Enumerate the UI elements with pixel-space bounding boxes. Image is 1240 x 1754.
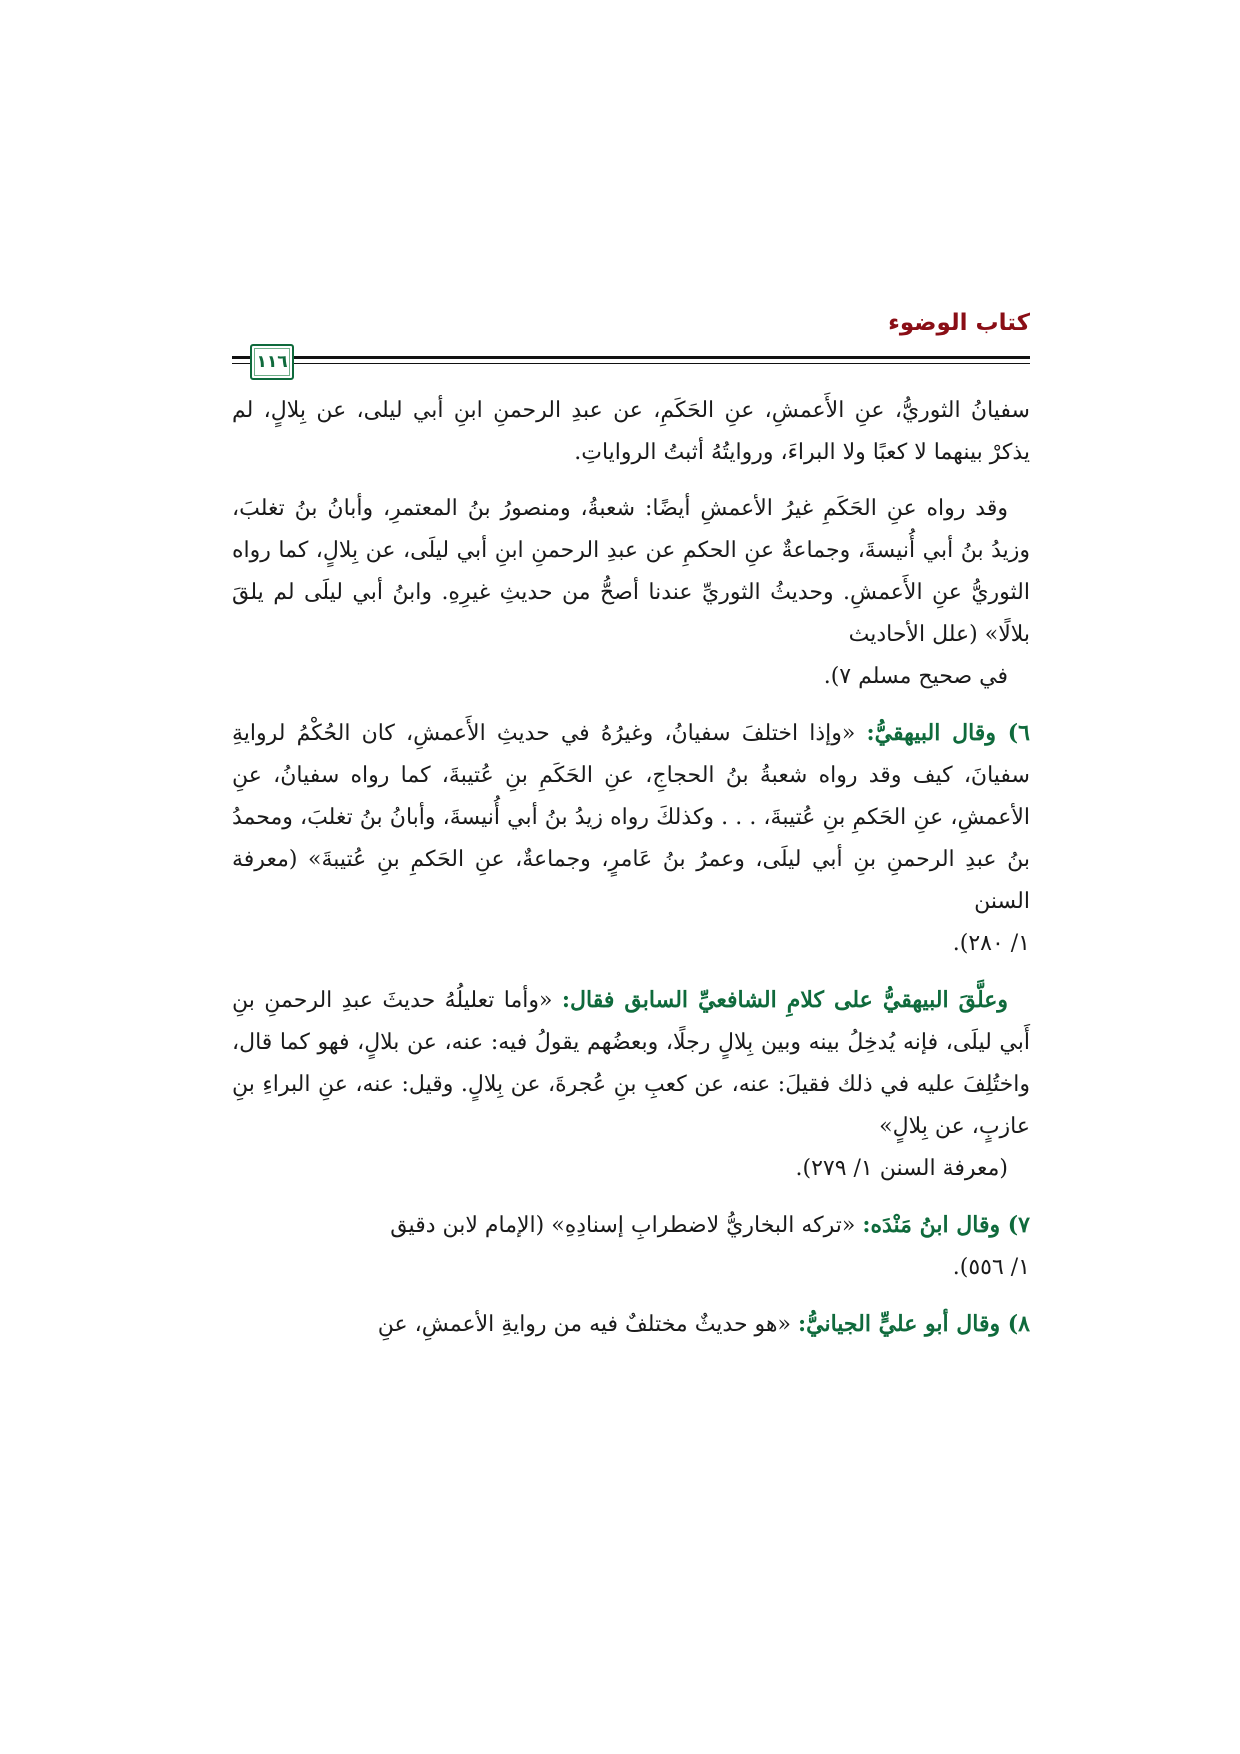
- paragraph-2: [232, 488, 1030, 698]
- quote-label: ٦) وقال البيهقيُّ:: [866, 720, 1030, 746]
- citation-line: ١/ ٢٨٠).: [952, 931, 1030, 956]
- paragraph-text: «هو حديثٌ مختلفٌ فيه من روايةِ الأعمشِ، عنِ: [377, 1312, 791, 1337]
- citation-line: ١/ ٥٥٦).: [952, 1255, 1030, 1280]
- paragraph-text: «تركه البخاريُّ لاضطرابِ إسنادِهِ» (الإمام لابن دقيق: [390, 1213, 856, 1238]
- paragraph-text: «وأما تعليلُهُ حديثَ عبدِ الرحمنِ بنِ أَبي ليلَى، فإنه يُدخِلُ بينه وبين بِلالٍ رجلًا، وبعضُهم يقولُ فيه: عنه، عن بلالٍ، فهو كما قال، واختُلِفَ عليه في ذلك فقيلَ: عنه، عن كعبِ بنِ عُجرةَ، عن بِلالٍ. وقيل: عنه، عنِ البراءِ بنِ عازبٍ، عن بِلالٍ»: [232, 988, 1030, 1139]
- header-rule-left-thin: [232, 363, 250, 364]
- page-number-badge: ١١٦: [250, 344, 294, 380]
- paragraph-4: [232, 979, 1030, 1190]
- book-page: [232, 310, 1030, 1360]
- paragraph-text: سفيانُ الثوريُّ، عنِ الأَعمشِ، عنِ الحَكَمِ، عن عبدِ الرحمنِ ابنِ أبي ليلى، عن بِلالٍ، لم يذكرْ بينهما لا كعبًا ولا البراءَ، وروايتُهُ أثبتُ الرواياتِ.: [232, 398, 1030, 465]
- paragraph-5: [232, 1204, 1030, 1289]
- header-rule-thick: [274, 356, 1030, 359]
- paragraph-6: [232, 1303, 1030, 1346]
- citation-line: في صحيح مسلم ٧).: [823, 664, 1008, 689]
- paragraph-text: «وإذا اختلفَ سفيانُ، وغيرُهُ في حديثِ الأَعمشِ، كان الحُكْمُ لروايةِ سفيانَ، كيف وقد رواه شعبةُ بنُ الحجاجِ، عنِ الحَكَمِ بنِ عُتيبةَ، كما رواه سفيانُ، عنِ الأعمشِ، عنِ الحَكمِ بنِ عُتيبةَ، . . . وكذلكَ رواه زيدُ بنُ أبي أُنيسةَ، وأبانُ بنُ تغلبَ، ومحمدُ بنُ عبدِ الرحمنِ بنِ أبي ليلَى، وعمرُ بنُ عَامرٍ، وجماعةٌ، عنِ الحَكمِ بنِ عُتيبةَ» (معرفة السنن: [232, 721, 1030, 914]
- header-rule-left-thick: [232, 356, 250, 359]
- paragraph-3: [232, 712, 1030, 965]
- page-header: [232, 310, 1030, 390]
- header-rule-thin: [274, 363, 1030, 364]
- quote-label: وعلَّقَ البيهقيُّ على كلامِ الشافعيِّ السابق فقال:: [561, 987, 1008, 1013]
- citation-line: (معرفة السنن ١/ ٢٧٩).: [795, 1156, 1008, 1181]
- running-title: كتاب الوضوء: [888, 310, 1030, 336]
- page-body: [232, 390, 1030, 1346]
- quote-label: ٧) وقال ابنُ مَنْدَه:: [862, 1212, 1030, 1238]
- quote-label: ٨) وقال أبو عليٍّ الجيانيُّ:: [798, 1311, 1030, 1337]
- paragraph-1: [232, 390, 1030, 474]
- paragraph-text: وقد رواه عنِ الحَكَمِ غيرُ الأعمشِ أيضًا: شعبةُ، ومنصورُ بنُ المعتمرِ، وأبانُ بنُ تغلبَ، وزيدُ بنُ أبي أُنيسةَ، وجماعةٌ عنِ الحكمِ عن عبدِ الرحمنِ ابنِ أبي ليلَى، عن بِلالٍ، كما رواه الثوريُّ عنِ الأَعمشِ. وحديثُ الثوريِّ عندنا أصحُّ من حديثِ غيرِهِ. وابنُ أبي ليلَى لم يلقَ بلالًا» (علل الأحاديث: [232, 496, 1030, 647]
